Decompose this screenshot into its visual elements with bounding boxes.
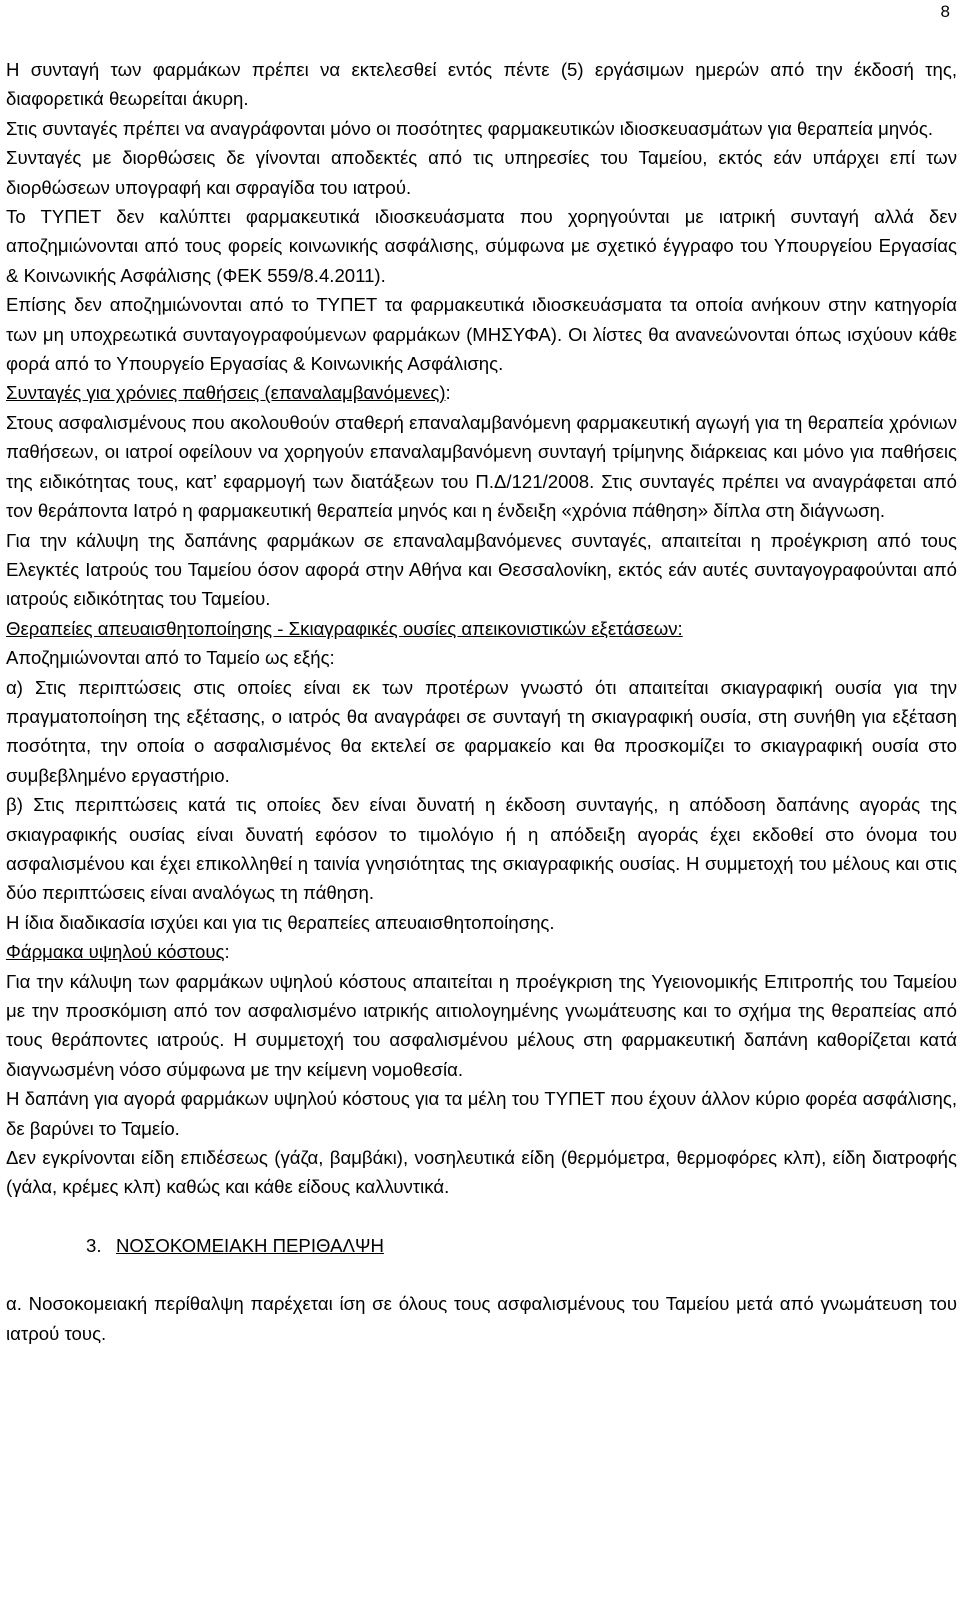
heading-colon: : [445, 382, 451, 404]
paragraph-case-b: β) Στις περιπτώσεις κατά τις οποίες δεν είναι δυνατή η έκδοση συνταγής, η απόδοση δαπάνης αγοράς της σκιαγραφικής ουσίας είναι δυνατή εφόσον το τιμολόγιο ή η απόδειξη αγοράς έχει εκδοθεί στο όνομα του ασφαλισμένου και έχει επικολληθεί η ταινία γνησιότητας της σκιαγραφικής ουσίας. Η συμμετοχή του μέλους και στις δύο περιπτώσεις είναι αναλόγως τη πάθηση. [6, 794, 957, 904]
section-heading-hospital-care [86, 1231, 957, 1260]
document-body [6, 55, 957, 1348]
paragraph-corrections: Συνταγές με διορθώσεις δε γίνονται αποδεκτές από τις υπηρεσίες του Ταμείου, εκτός εάν υπάρχει επί των διορθώσεων υπογραφή και σφραγίδα του ιατρού. [6, 147, 957, 198]
paragraph-not-approved-items: Δεν εγκρίνονται είδη επιδέσεως (γάζα, βαμβάκι), νοσηλευτικά είδη (θερμόμετρα, θερμοφόρες κλπ), είδη διατροφής (γάλα, κρέμες κλπ) καθώς και κάθε είδους καλλυντικά. [6, 1147, 957, 1198]
heading-chronic-prescriptions-text: Συνταγές για χρόνιες παθήσεις (επαναλαμβανόμενες) [6, 382, 446, 404]
paragraph-prescription-quantities: Στις συνταγές πρέπει να αναγράφονται μόνο οι ποσότητες φαρμακευτικών ιδιοσκευασμάτων για θεραπεία μηνός. [6, 117, 933, 139]
paragraph-hospital-care-a: α. Νοσοκομειακή περίθαλψη παρέχεται ίση σε όλους τους ασφαλισμένους του Ταμείου μετά από γνωμάτευση του ιατρού τους. [6, 1293, 957, 1344]
heading-desensitization [6, 614, 957, 643]
section-title: ΝΟΣΟΚΟΜΕΙΑΚΗ ΠΕΡΙΘΑΛΨΗ [116, 1234, 384, 1256]
heading-desensitization-text: Θεραπείες απευαισθητοποίησης - Σκιαγραφικές ουσίες απεικονιστικών εξετάσεων: [6, 617, 683, 639]
paragraph-chronic-treatment: Στους ασφαλισμένους που ακολουθούν σταθερή επαναλαμβανόμενη φαρμακευτική αγωγή για τη θεραπεία χρόνιων παθήσεων, οι ιατροί οφείλουν να χορηγούν επαναλαμβανόμενη συνταγή τρίμηνης διάρκειας και μόνο για παθήσεις της ειδικότητας τους, κατ’ εφαρμογή των διατάξεων του Π.Δ/121/2008. Στις συνταγές πρέπει να αναγράφεται από τον θεράποντα Ιατρό η φαρμακευτική θεραπεία μηνός και η ένδειξη «χρόνια πάθηση» δίπλα στη διάγνωση. [6, 411, 957, 522]
paragraph-prescription-validity: Η συνταγή των φαρμάκων πρέπει να εκτελεσθεί εντός πέντε (5) εργάσιμων ημερών από την έκδοσή της, διαφορετικά θεωρείται άκυρη. [6, 59, 957, 110]
paragraph-mhsyfa: Επίσης δεν αποζημιώνονται από το ΤΥΠΕΤ τα φαρμακευτικά ιδιοσκευάσματα τα οποία ανήκουν στην κατηγορία των μη υποχρεωτικά συνταγογραφούμενων φαρμάκων (ΜΗΣΥΦΑ). Οι λίστες θα ανανεώνονται όπως ισχύουν κάθε φορά από το Υπουργείο Εργασίας & Κοινωνικής Ασφάλισης. [6, 294, 957, 375]
paragraph-not-covered: Το ΤΥΠΕΤ δεν καλύπτει φαρμακευτικά ιδιοσκευάσματα που χορηγούνται με ιατρική συνταγή αλλά δεν αποζημιώνονται από τους φορείς κοινωνικής ασφάλισης, σύμφωνα με σχετικό έγγραφο του Υπουργείου Εργασίας & Κοινωνικής Ασφάλισης (ΦΕΚ 559/8.4.2011). [6, 206, 957, 286]
paragraph-high-cost-approval: Για την κάλυψη των φαρμάκων υψηλού κόστους απαιτείται η προέγκριση της Υγειονομικής Επιτροπής του Ταμείου με την προσκόμιση από τον ασφαλισμένο ιατρικής αιτιολογημένης γνωμάτευσης και το σχήμα της θεραπείας από τους θεράποντες ιατρούς. Η συμμετοχή του ασφαλισμένου μέλους στη φαρμακευτική δαπάνη καθορίζεται κατά διαγνωσμένη νόσο σύμφωνα με την κείμενη νομοθεσία. [6, 970, 957, 1080]
spacer [6, 1260, 957, 1289]
heading-colon: : [224, 941, 230, 963]
paragraph-other-insurer: Η δαπάνη για αγορά φαρμάκων υψηλού κόστους για τα μέλη του ΤΥΠΕΤ που έχουν άλλον κύριο φορέα ασφάλισης, δε βαρύνει το Ταμείο. [6, 1088, 957, 1139]
page-number: 8 [940, 2, 950, 21]
heading-high-cost-drugs [6, 937, 957, 966]
section-number: 3. [86, 1234, 102, 1256]
heading-chronic-prescriptions [6, 378, 957, 407]
paragraph-same-procedure: Η ίδια διαδικασία ισχύει και για τις θεραπείες απευαισθητοποίησης. [6, 911, 555, 933]
heading-high-cost-drugs-text: Φάρμακα υψηλού κόστους [6, 941, 225, 963]
paragraph-reimbursement-intro: Αποζημιώνονται από το Ταμείο ως εξής: [6, 647, 335, 669]
paragraph-case-a: α) Στις περιπτώσεις στις οποίες είναι εκ των προτέρων γνωστό ότι απαιτείται σκιαγραφική ουσία για την πραγματοποίηση της εξέτασης, ο ιατρός θα αναγράφει σε συνταγή τη σκιαγραφική ουσία, στη συνήθη για εξέταση ποσότητα, την οποία ο ασφαλισμένος θα εκτελεί σε φαρμακείο και θα προσκομίζει το σκιαγραφική ουσία στο συμβεβλημένο εργαστήριο. [6, 676, 957, 786]
paragraph-pre-approval: Για την κάλυψη της δαπάνης φαρμάκων σε επαναλαμβανόμενες συνταγές, απαιτείται η προέγκριση από τους Ελεγκτές Ιατρούς του Ταμείου όσον αφορά στην Αθήνα και Θεσσαλονίκη, εκτός εάν αυτές συνταγογραφούνται από ιατρούς ειδικότητας του Ταμείου. [6, 529, 957, 610]
